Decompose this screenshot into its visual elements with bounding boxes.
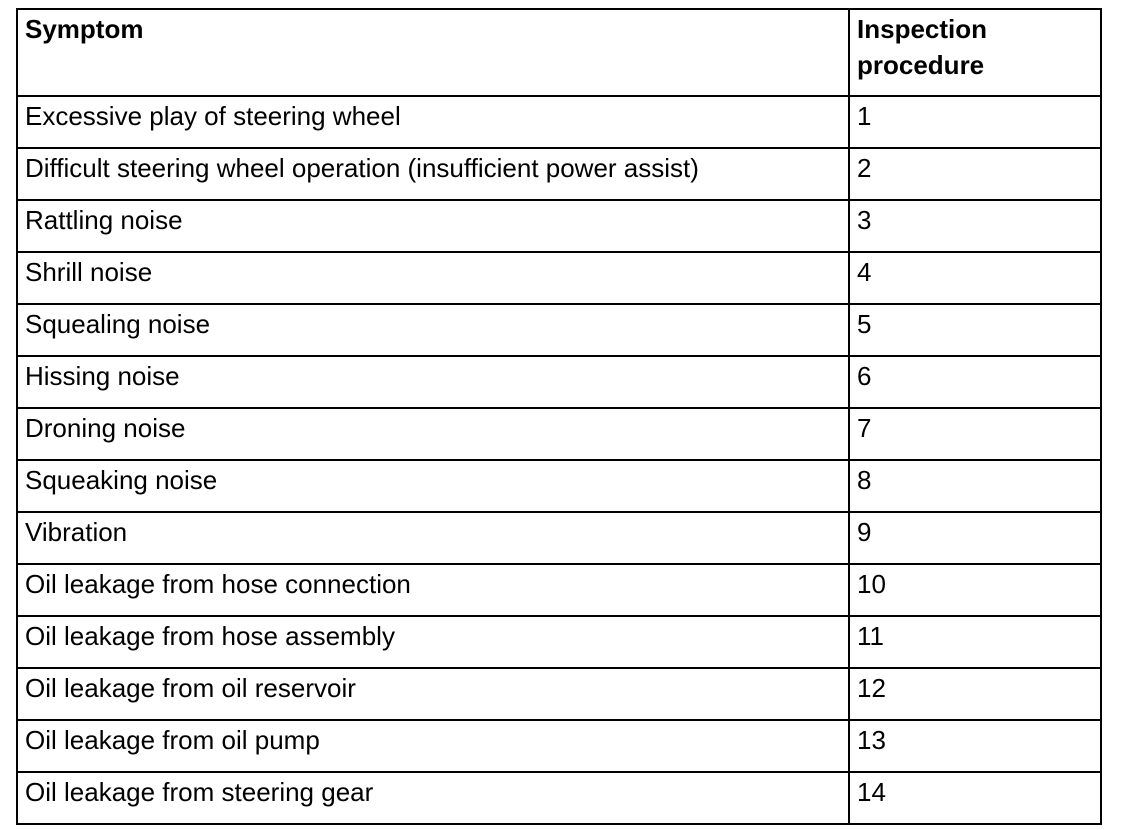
symptom-cell: Rattling noise <box>17 200 849 252</box>
symptom-cell: Hissing noise <box>17 356 849 408</box>
symptom-cell: Oil leakage from hose assembly <box>17 616 849 668</box>
inspection-procedure-cell: 13 <box>849 720 1101 772</box>
table-row <box>17 772 1101 824</box>
symptom-cell: Oil leakage from oil pump <box>17 720 849 772</box>
symptom-cell: Oil leakage from oil reservoir <box>17 668 849 720</box>
inspection-procedure-cell: 14 <box>849 772 1101 824</box>
inspection-procedure-column-header: Inspection procedure <box>849 9 1101 96</box>
symptom-procedure-table <box>16 8 1102 825</box>
symptom-cell: Oil leakage from steering gear <box>17 772 849 824</box>
table-row <box>17 564 1101 616</box>
inspection-procedure-cell: 7 <box>849 408 1101 460</box>
table-row <box>17 668 1101 720</box>
inspection-procedure-cell: 11 <box>849 616 1101 668</box>
symptom-cell: Difficult steering wheel operation (insufficient power assist) <box>17 148 849 200</box>
inspection-procedure-cell: 3 <box>849 200 1101 252</box>
symptom-cell: Squealing noise <box>17 304 849 356</box>
inspection-procedure-cell: 8 <box>849 460 1101 512</box>
inspection-procedure-cell: 5 <box>849 304 1101 356</box>
table-row <box>17 96 1101 148</box>
inspection-procedure-cell: 12 <box>849 668 1101 720</box>
inspection-procedure-cell: 10 <box>849 564 1101 616</box>
symptom-column-header: Symptom <box>17 9 849 96</box>
inspection-procedure-cell: 9 <box>849 512 1101 564</box>
table-row <box>17 304 1101 356</box>
table-row <box>17 512 1101 564</box>
inspection-procedure-cell: 4 <box>849 252 1101 304</box>
table-row <box>17 460 1101 512</box>
inspection-procedure-cell: 2 <box>849 148 1101 200</box>
table-body <box>17 96 1101 824</box>
table-header-row <box>17 9 1101 96</box>
inspection-procedure-cell: 1 <box>849 96 1101 148</box>
table-row <box>17 200 1101 252</box>
table-row <box>17 356 1101 408</box>
table-row <box>17 148 1101 200</box>
symptom-cell: Excessive play of steering wheel <box>17 96 849 148</box>
table-row <box>17 408 1101 460</box>
table-row <box>17 252 1101 304</box>
symptom-cell: Squeaking noise <box>17 460 849 512</box>
table-row <box>17 720 1101 772</box>
table-row <box>17 616 1101 668</box>
symptom-cell: Droning noise <box>17 408 849 460</box>
inspection-procedure-cell: 6 <box>849 356 1101 408</box>
symptom-cell: Vibration <box>17 512 849 564</box>
symptom-cell: Shrill noise <box>17 252 849 304</box>
symptom-cell: Oil leakage from hose connection <box>17 564 849 616</box>
